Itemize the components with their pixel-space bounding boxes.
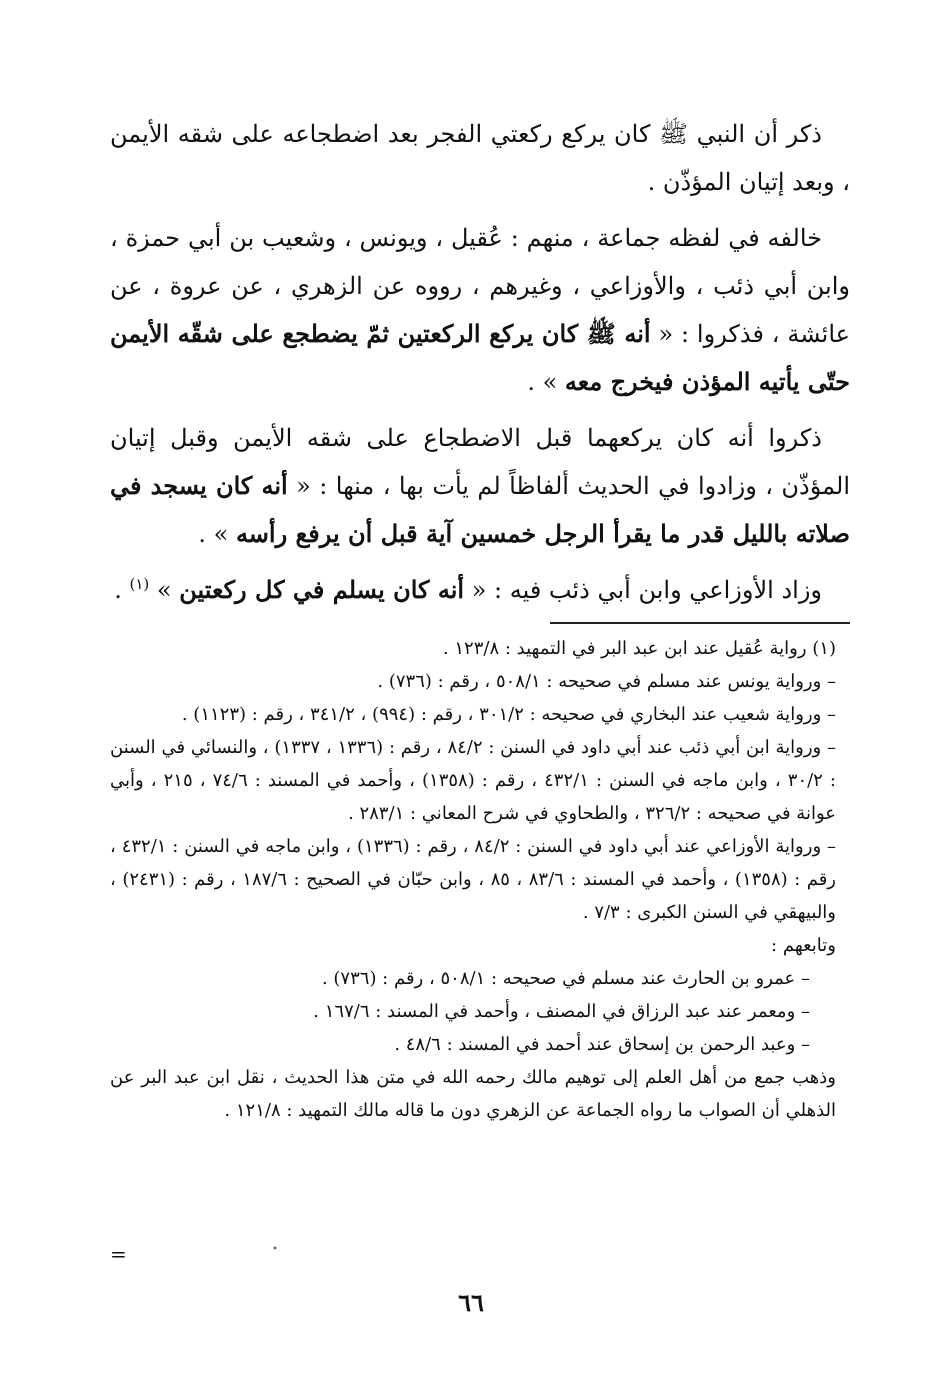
paragraph-4-text: وزاد الأوزاعي وابن أبي ذئب فيه : «: [471, 576, 822, 604]
paragraph-3-quote: أنه كان يسجد في صلاته بالليل قدر ما يقرأ الرجل خمسين آية قبل أن يرفع رأسه: [110, 471, 850, 548]
footnote-conclusion: وذهب جمع من أهل العلم إلى توهيم مالك رحمه الله في متن هذا الحديث ، نقل ابن عبد البر عن الذهلي أن الصواب ما رواه الجماعة عن الزهري دون ما قاله مالك التمهيد : ١٢١/٨ .: [110, 1067, 836, 1121]
paragraph-2-close: » .: [527, 368, 558, 396]
continued-mark: =: [110, 1242, 127, 1266]
footnote-shuayb: – ورواية شعيب عند البخاري في صحيحه : ٣٠١/٢ ، رقم : (٩٩٤) ، ٣٤١/٢ ، رقم : (١١٢٣) .: [181, 704, 836, 725]
page-number: ٦٦: [458, 1288, 484, 1317]
footnote-followers-heading: وتابعهم :: [771, 935, 836, 956]
paragraph-4-quote: أنه كان يسلم في كل ركعتين: [179, 575, 465, 604]
paragraph-3: [110, 414, 850, 558]
footnote-ibn-abi-dhib: – ورواية ابن أبي ذئب عند أبي داود في السنن : ٨٤/٢ ، رقم : (١٣٣٦ ، ١٣٣٧) ، والنسائي في السنن : ٣٠/٢ ، وابن ماجه في السنن : ٤٣٢/١ ، رقم : (١٣٥٨) ، وأحمد في المسند : ٧٤/٦ ، ٢١٥ ، وأبي عوانة في صحيحه : ٣٢٦/٢ ، والطحاوي في شرح المعاني : ٢٨٣/١ .: [110, 737, 837, 824]
paragraph-2-text: خالفه في لفظه جماعة ، منهم : عُقيل ، ويونس ، وشعيب بن أبي حمزة ، وابن أبي ذئب ، والأوزاعي ، وغيرهم ، رووه عن الزهري ، عن عروة ، عن عائشة ، فذكروا : «: [110, 224, 850, 348]
footnote-awzai: – ورواية الأوزاعي عند أبي داود في السنن : ٨٤/٢ ، رقم : (١٣٣٦) ، وابن ماجه في السنن : ٤٣٢/١ ، رقم : (١٣٥٨) ، وأحمد في المسند : ٨٣/٦ ، ٨٥ ، وابن حبّان في الصحيح : ١٨٧/٦ ، رقم : (٢٤٣١) ، والبيهقي في السنن الكبرى : ٧/٣ .: [110, 836, 837, 923]
paragraph-4-close: »: [156, 576, 172, 604]
paragraph-2-quote: أنه ﷺ كان يركع الركعتين ثمّ يضطجع على شقّه الأيمن حتّى يأتيه المؤذن فيخرج معه: [110, 319, 850, 396]
speck-mark: •: [272, 1244, 278, 1255]
footnote-yunus: – ورواية يونس عند مسلم في صحيحه : ٥٠٨/١ ، رقم : (٧٣٦) .: [377, 671, 836, 692]
main-text: [110, 110, 850, 622]
paragraph-1: [110, 110, 850, 206]
footnote-separator: [550, 622, 850, 624]
footnote-reference: (١): [129, 575, 150, 593]
footnote-abd-al-rahman: – وعبد الرحمن بن إسحاق عند أحمد في المسند : ٤٨/٦ .: [394, 1034, 810, 1055]
paragraph-2: [110, 214, 850, 406]
paragraph-4: [110, 566, 850, 614]
paragraph-3-close: » .: [198, 520, 229, 548]
footnote-mamar: – ومعمر عند عبد الرزاق في المصنف ، وأحمد في المسند : ١٦٧/٦ .: [313, 1001, 810, 1022]
paragraph-3-text: ذكروا أنه كان يركعهما قبل الاضطجاع على شقه الأيمن وقبل إتيان المؤذّن ، وزادوا في الحديث ألفاظاً لم يأت بها ، منها : «: [110, 424, 850, 500]
paragraph-4-end: .: [114, 576, 122, 604]
footnote-1: (١) رواية عُقيل عند ابن عبد البر في التمهيد : ١٢٣/٨ .: [442, 638, 836, 659]
footnote-amr: – عمرو بن الحارث عند مسلم في صحيحه : ٥٠٨/١ ، رقم : (٧٣٦) .: [321, 968, 810, 989]
footnotes: [110, 632, 850, 1127]
paragraph-1-text: ذكر أن النبي ﷺ كان يركع ركعتي الفجر بعد اضطجاعه على شقه الأيمن ، وبعد إتيان المؤذّن .: [110, 120, 850, 196]
